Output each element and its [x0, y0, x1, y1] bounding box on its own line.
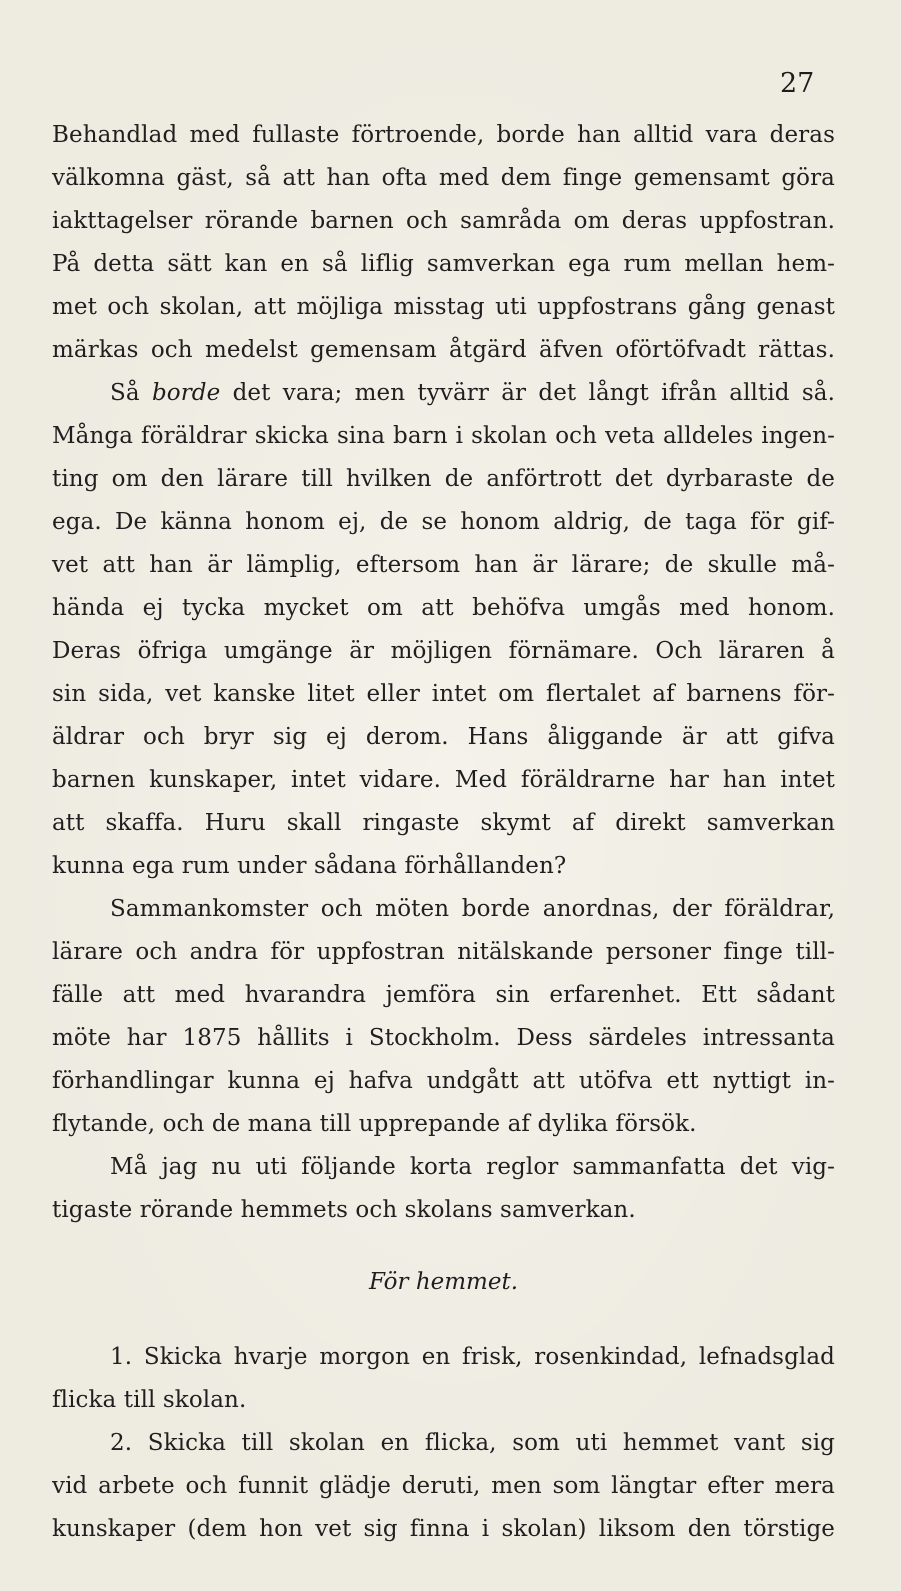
list-item-line: kunskaper (dem hon vet sig finna i skolan) liksom den törstige [52, 1516, 835, 1542]
text-line: kunna ega rum under sådana förhållanden? [52, 853, 567, 879]
list-item-line: 1. Skicka hvarje morgon en frisk, rosenkindad, lefnadsglad [110, 1344, 835, 1370]
text-line: hända ej tycka mycket om att behöfva umgås med honom. [52, 595, 835, 621]
text-line: ting om den lärare till hvilken de anförtrott det dyrbaraste de [52, 466, 835, 492]
text-line: barnen kunskaper, intet vidare. Med föräldrarne har han intet [52, 767, 835, 793]
text-line: Behandlad med fullaste förtroende, borde han alltid vara deras [52, 122, 835, 148]
text-line: Sammankomster och möten borde anordnas, der föräldrar, [110, 896, 835, 922]
section-heading: För hemmet. [368, 1269, 519, 1295]
line-text-before: Så [110, 380, 152, 406]
text-line: Må jag nu uti följande korta reglor sammanfatta det vig- [110, 1154, 835, 1180]
text-line: iakttagelser rörande barnen och samråda om deras uppfostran. [52, 208, 835, 234]
text-line: met och skolan, att möjliga misstag uti uppfostrans gång genast [52, 294, 835, 320]
text-line: Deras öfriga umgänge är möjligen förnämare. Och läraren å [52, 638, 835, 664]
text-line: fälle att med hvarandra jemföra sin erfarenhet. Ett sådant [52, 982, 835, 1008]
text-line: möte har 1875 hållits i Stockholm. Dess särdeles intressanta [52, 1025, 835, 1051]
text-line: Många föräldrar skicka sina barn i skolan och veta alldeles ingen- [52, 423, 835, 449]
text-line: tigaste rörande hemmets och skolans samverkan. [52, 1197, 636, 1223]
text-line: att skaffa. Huru skall ringaste skymt af direkt samverkan [52, 810, 835, 836]
text-line: ega. De känna honom ej, de se honom aldrig, de taga för gif- [52, 509, 835, 535]
text-line: lärare och andra för uppfostran nitälskande personer finge till- [52, 939, 835, 965]
page-number: 27 [780, 68, 815, 99]
list-item-line: vid arbete och funnit glädje deruti, men som längtar efter mera [52, 1473, 835, 1499]
text-line: märkas och medelst gemensam åtgärd äfven oförtöfvadt rättas. [52, 337, 835, 363]
list-item-line: 2. Skicka till skolan en flicka, som uti hemmet vant sig [110, 1430, 835, 1456]
emphasis-word: borde [151, 380, 221, 406]
text-line: välkomna gäst, så att han ofta med dem finge gemensamt göra [52, 165, 835, 191]
text-line: förhandlingar kunna ej hafva undgått att utöfva ett nyttigt in- [52, 1068, 835, 1094]
line-text-after: det vara; men tyvärr är det långt ifrån alltid så. [220, 380, 835, 406]
text-line: flytande, och de mana till upprepande af dylika försök. [52, 1111, 697, 1137]
text-line-with-emphasis [52, 376, 835, 410]
text-line: På detta sätt kan en så liflig samverkan ega rum mellan hem- [52, 251, 835, 277]
text-line: sin sida, vet kanske litet eller intet om flertalet af barnens för- [52, 681, 835, 707]
list-item-line: flicka till skolan. [52, 1387, 247, 1413]
text-line: äldrar och bryr sig ej derom. Hans åliggande är att gifva [52, 724, 835, 750]
text-line: vet att han är lämplig, eftersom han är lärare; de skulle må- [52, 552, 835, 578]
